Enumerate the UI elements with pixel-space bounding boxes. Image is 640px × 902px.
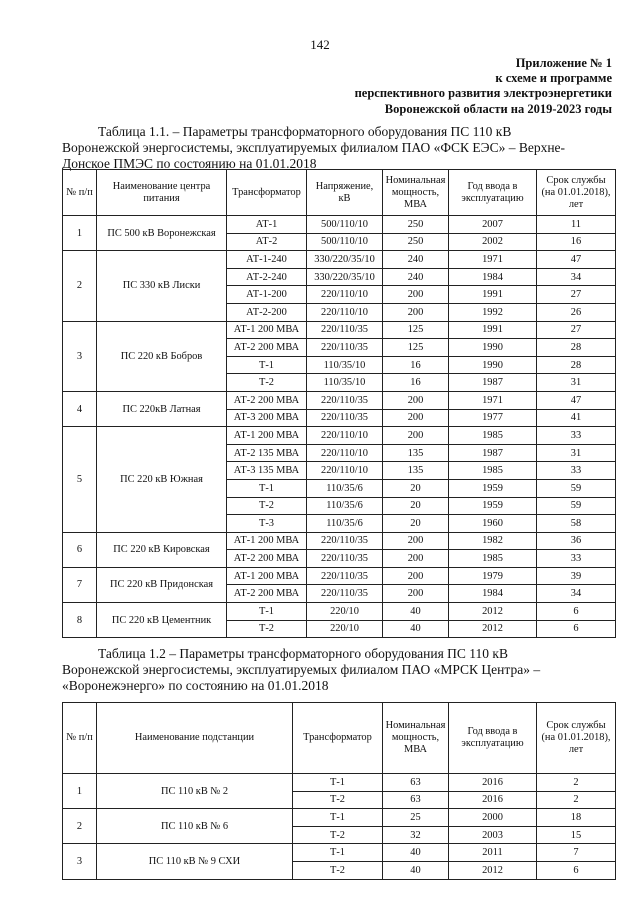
- substation-name: ПС 220 кВ Кировская: [97, 532, 227, 567]
- transformer-cell: Т-2: [227, 620, 307, 638]
- transformer-cell: АТ-2-240: [227, 268, 307, 286]
- row-number: 5: [63, 427, 97, 533]
- service-life-cell: 59: [537, 497, 616, 515]
- transformer-cell: Т-1: [227, 603, 307, 621]
- power-cell: 135: [383, 462, 449, 480]
- transformer-cell: АТ-1: [227, 216, 307, 234]
- transformer-cell: АТ-1-200: [227, 286, 307, 304]
- year-cell: 1990: [449, 339, 537, 357]
- table1-transformers-fsk: [62, 169, 616, 638]
- col-header-name: Наименование подстанции: [97, 703, 293, 774]
- year-cell: 1985: [449, 550, 537, 568]
- voltage-cell: 220/110/10: [307, 462, 383, 480]
- col-header-power: Номинальная мощность, МВА: [383, 703, 449, 774]
- table2-caption: [62, 646, 614, 694]
- voltage-cell: 110/35/6: [307, 497, 383, 515]
- year-cell: 1985: [449, 462, 537, 480]
- voltage-cell: 220/110/35: [307, 391, 383, 409]
- year-cell: 1959: [449, 479, 537, 497]
- transformer-cell: АТ-2 200 МВА: [227, 585, 307, 603]
- year-cell: 1979: [449, 567, 537, 585]
- transformer-cell: Т-1: [293, 774, 383, 792]
- year-cell: 1990: [449, 356, 537, 374]
- year-cell: 2007: [449, 216, 537, 234]
- row-number: 3: [63, 844, 97, 879]
- voltage-cell: 220/110/10: [307, 286, 383, 304]
- row-number: 1: [63, 216, 97, 251]
- power-cell: 200: [383, 303, 449, 321]
- service-life-cell: 6: [537, 620, 616, 638]
- transformer-cell: Т-3: [227, 515, 307, 533]
- table-row: [63, 603, 616, 621]
- service-life-cell: 31: [537, 444, 616, 462]
- page-number: 142: [310, 37, 330, 52]
- transformer-cell: Т-1: [293, 809, 383, 827]
- table1-caption-line-2: Воронежской энергосистемы, эксплуатируемых филиалом ПАО «ФСК ЕЭС» – Верхне-: [62, 140, 566, 155]
- substation-name: ПС 220 кВ Цементник: [97, 603, 227, 638]
- table1-header-row: [63, 170, 616, 216]
- table1-caption: [62, 124, 614, 172]
- year-cell: 1959: [449, 497, 537, 515]
- service-life-cell: 28: [537, 339, 616, 357]
- power-cell: 125: [383, 321, 449, 339]
- col-header-num: № п/п: [63, 703, 97, 774]
- appendix-line-4: Воронежской области на 2019-2023 годы: [384, 101, 612, 116]
- service-life-cell: 7: [537, 844, 616, 862]
- substation-name: ПС 110 кВ № 2: [97, 774, 293, 809]
- row-number: 1: [63, 774, 97, 809]
- year-cell: 2016: [449, 791, 537, 809]
- table-row: [63, 809, 616, 827]
- row-number: 3: [63, 321, 97, 391]
- transformer-cell: Т-1: [227, 479, 307, 497]
- power-cell: 20: [383, 479, 449, 497]
- substation-name: ПС 110 кВ № 6: [97, 809, 293, 844]
- voltage-cell: 330/220/35/10: [307, 268, 383, 286]
- service-life-cell: 6: [537, 603, 616, 621]
- col-header-transformer: Трансформатор: [227, 170, 307, 216]
- substation-name: ПС 220 кВ Южная: [97, 427, 227, 533]
- power-cell: 125: [383, 339, 449, 357]
- service-life-cell: 26: [537, 303, 616, 321]
- table2-caption-line-1: Таблица 1.2 – Параметры трансформаторного оборудования ПС 110 кВ: [98, 646, 508, 661]
- voltage-cell: 220/110/35: [307, 532, 383, 550]
- power-cell: 40: [383, 603, 449, 621]
- power-cell: 200: [383, 409, 449, 427]
- transformer-cell: АТ-1-240: [227, 251, 307, 269]
- voltage-cell: 110/35/6: [307, 479, 383, 497]
- year-cell: 2003: [449, 826, 537, 844]
- substation-name: ПС 330 кВ Лиски: [97, 251, 227, 321]
- voltage-cell: 500/110/10: [307, 216, 383, 234]
- transformer-cell: Т-2: [293, 791, 383, 809]
- service-life-cell: 34: [537, 585, 616, 603]
- power-cell: 16: [383, 356, 449, 374]
- year-cell: 1991: [449, 286, 537, 304]
- substation-name: ПС 500 кВ Воронежская: [97, 216, 227, 251]
- service-life-cell: 6: [537, 861, 616, 879]
- service-life-cell: 33: [537, 550, 616, 568]
- substation-name: ПС 110 кВ № 9 СХИ: [97, 844, 293, 879]
- transformer-cell: АТ-1 200 МВА: [227, 321, 307, 339]
- voltage-cell: 110/35/10: [307, 356, 383, 374]
- service-life-cell: 33: [537, 427, 616, 445]
- transformer-cell: АТ-3 135 МВА: [227, 462, 307, 480]
- power-cell: 40: [383, 620, 449, 638]
- year-cell: 1992: [449, 303, 537, 321]
- year-cell: 1984: [449, 268, 537, 286]
- voltage-cell: 110/35/6: [307, 515, 383, 533]
- voltage-cell: 220/110/35: [307, 409, 383, 427]
- col-header-service: Срок службы (на 01.01.2018), лет: [537, 170, 616, 216]
- year-cell: 1971: [449, 251, 537, 269]
- year-cell: 2011: [449, 844, 537, 862]
- col-header-year: Год ввода в эксплуатацию: [449, 170, 537, 216]
- voltage-cell: 220/110/35: [307, 567, 383, 585]
- power-cell: 16: [383, 374, 449, 392]
- transformer-cell: Т-2: [227, 497, 307, 515]
- service-life-cell: 34: [537, 268, 616, 286]
- transformer-cell: АТ-2 135 МВА: [227, 444, 307, 462]
- substation-name: ПС 220кВ Латная: [97, 391, 227, 426]
- table2-caption-line-2: Воронежской энергосистемы, эксплуатируемых филиалом ПАО «МРСК Центра» –: [62, 662, 541, 677]
- year-cell: 1987: [449, 374, 537, 392]
- transformer-cell: АТ-2 200 МВА: [227, 550, 307, 568]
- row-number: 4: [63, 391, 97, 426]
- table-row: [63, 427, 616, 445]
- transformer-cell: Т-1: [227, 356, 307, 374]
- power-cell: 200: [383, 532, 449, 550]
- power-cell: 200: [383, 567, 449, 585]
- service-life-cell: 36: [537, 532, 616, 550]
- power-cell: 135: [383, 444, 449, 462]
- col-header-voltage: Напряжение, кВ: [307, 170, 383, 216]
- col-header-num: № п/п: [63, 170, 97, 216]
- transformer-cell: АТ-1 200 МВА: [227, 532, 307, 550]
- power-cell: 32: [383, 826, 449, 844]
- power-cell: 200: [383, 286, 449, 304]
- service-life-cell: 59: [537, 479, 616, 497]
- power-cell: 20: [383, 497, 449, 515]
- voltage-cell: 220/10: [307, 603, 383, 621]
- col-header-year: Год ввода в эксплуатацию: [449, 703, 537, 774]
- service-life-cell: 18: [537, 809, 616, 827]
- year-cell: 1985: [449, 427, 537, 445]
- service-life-cell: 15: [537, 826, 616, 844]
- power-cell: 40: [383, 844, 449, 862]
- transformer-cell: АТ-3 200 МВА: [227, 409, 307, 427]
- transformer-cell: АТ-1 200 МВА: [227, 567, 307, 585]
- power-cell: 63: [383, 791, 449, 809]
- service-life-cell: 31: [537, 374, 616, 392]
- voltage-cell: 220/110/35: [307, 550, 383, 568]
- table-row: [63, 844, 616, 862]
- table2-caption-line-3: «Воронежэнерго» по состоянию на 01.01.2018: [62, 678, 329, 693]
- power-cell: 63: [383, 774, 449, 792]
- year-cell: 2002: [449, 233, 537, 251]
- voltage-cell: 220/110/10: [307, 427, 383, 445]
- service-life-cell: 39: [537, 567, 616, 585]
- table1-caption-line-3: Донское ПМЭС по состоянию на 01.01.2018: [62, 156, 317, 171]
- appendix-line-2: к схеме и программе: [495, 71, 612, 86]
- power-cell: 25: [383, 809, 449, 827]
- transformer-cell: Т-2: [293, 826, 383, 844]
- table-row: [63, 567, 616, 585]
- row-number: 8: [63, 603, 97, 638]
- year-cell: 2012: [449, 861, 537, 879]
- power-cell: 200: [383, 427, 449, 445]
- power-cell: 200: [383, 391, 449, 409]
- col-header-transformer: Трансформатор: [293, 703, 383, 774]
- transformer-cell: Т-1: [293, 844, 383, 862]
- power-cell: 250: [383, 216, 449, 234]
- substation-name: ПС 220 кВ Придонская: [97, 567, 227, 602]
- table-row: [63, 216, 616, 234]
- year-cell: 1977: [449, 409, 537, 427]
- service-life-cell: 11: [537, 216, 616, 234]
- transformer-cell: Т-2: [293, 861, 383, 879]
- service-life-cell: 47: [537, 251, 616, 269]
- row-number: 6: [63, 532, 97, 567]
- year-cell: 2012: [449, 603, 537, 621]
- transformer-cell: Т-2: [227, 374, 307, 392]
- voltage-cell: 220/110/10: [307, 444, 383, 462]
- year-cell: 1982: [449, 532, 537, 550]
- power-cell: 40: [383, 861, 449, 879]
- transformer-cell: АТ-1 200 МВА: [227, 427, 307, 445]
- transformer-cell: АТ-2: [227, 233, 307, 251]
- year-cell: 2000: [449, 809, 537, 827]
- table-row: [63, 532, 616, 550]
- year-cell: 1991: [449, 321, 537, 339]
- service-life-cell: 2: [537, 774, 616, 792]
- power-cell: 200: [383, 550, 449, 568]
- power-cell: 20: [383, 515, 449, 533]
- power-cell: 240: [383, 268, 449, 286]
- year-cell: 1987: [449, 444, 537, 462]
- service-life-cell: 33: [537, 462, 616, 480]
- power-cell: 250: [383, 233, 449, 251]
- service-life-cell: 28: [537, 356, 616, 374]
- power-cell: 240: [383, 251, 449, 269]
- appendix-line-1: Приложение № 1: [515, 56, 612, 70]
- power-cell: 200: [383, 585, 449, 603]
- service-life-cell: 41: [537, 409, 616, 427]
- table2-transformers-mrsk: [62, 702, 616, 880]
- voltage-cell: 110/35/10: [307, 374, 383, 392]
- transformer-cell: АТ-2-200: [227, 303, 307, 321]
- col-header-service: Срок службы (на 01.01.2018), лет: [537, 703, 616, 774]
- voltage-cell: 500/110/10: [307, 233, 383, 251]
- service-life-cell: 47: [537, 391, 616, 409]
- table1-caption-line-1: Таблица 1.1. – Параметры трансформаторного оборудования ПС 110 кВ: [98, 124, 512, 139]
- voltage-cell: 220/110/10: [307, 303, 383, 321]
- year-cell: 2016: [449, 774, 537, 792]
- row-number: 2: [63, 809, 97, 844]
- service-life-cell: 27: [537, 286, 616, 304]
- table-row: [63, 321, 616, 339]
- service-life-cell: 58: [537, 515, 616, 533]
- table2-header-row: [63, 703, 616, 774]
- voltage-cell: 330/220/35/10: [307, 251, 383, 269]
- table-row: [63, 391, 616, 409]
- voltage-cell: 220/10: [307, 620, 383, 638]
- transformer-cell: АТ-2 200 МВА: [227, 339, 307, 357]
- appendix-line-3: перспективного развития электроэнергетики: [354, 86, 612, 101]
- service-life-cell: 2: [537, 791, 616, 809]
- table-row: [63, 251, 616, 269]
- voltage-cell: 220/110/35: [307, 321, 383, 339]
- row-number: 7: [63, 567, 97, 602]
- year-cell: 1971: [449, 391, 537, 409]
- row-number: 2: [63, 251, 97, 321]
- transformer-cell: АТ-2 200 МВА: [227, 391, 307, 409]
- table-row: [63, 774, 616, 792]
- service-life-cell: 16: [537, 233, 616, 251]
- col-header-power: Номинальная мощность, МВА: [383, 170, 449, 216]
- service-life-cell: 27: [537, 321, 616, 339]
- appendix-header: [355, 56, 612, 117]
- year-cell: 1984: [449, 585, 537, 603]
- voltage-cell: 220/110/35: [307, 585, 383, 603]
- substation-name: ПС 220 кВ Бобров: [97, 321, 227, 391]
- col-header-name: Наименование центра питания: [97, 170, 227, 216]
- year-cell: 2012: [449, 620, 537, 638]
- voltage-cell: 220/110/35: [307, 339, 383, 357]
- year-cell: 1960: [449, 515, 537, 533]
